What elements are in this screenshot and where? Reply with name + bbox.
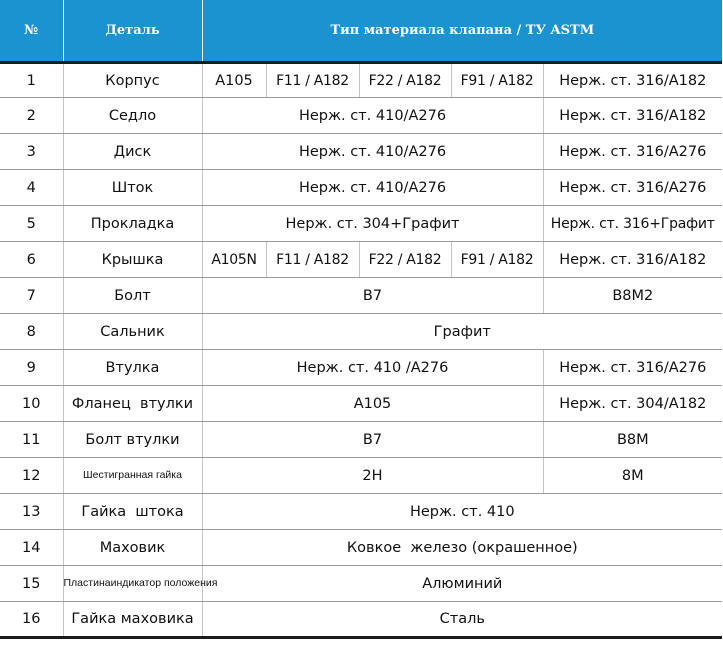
material-cell: B8M2 xyxy=(543,278,722,314)
table-row xyxy=(0,566,722,602)
table-row xyxy=(0,530,722,566)
row-number: 9 xyxy=(0,350,63,386)
material-cell: B7 xyxy=(202,422,543,458)
part-name: Гайка маховика xyxy=(63,602,202,638)
material-cell: Нерж. ст. 410/A276 xyxy=(202,98,543,134)
row-number: 15 xyxy=(0,566,63,602)
material-cell: Нерж. ст. 304/A182 xyxy=(543,386,722,422)
material-cell: Нерж. ст. 316+Графит xyxy=(543,206,722,242)
material-cell: Нерж. ст. 316/A276 xyxy=(543,170,722,206)
material-cell: Нерж. ст. 316/A276 xyxy=(543,350,722,386)
table-header-row xyxy=(0,0,722,63)
material-cell: Графит xyxy=(202,314,722,350)
table-row xyxy=(0,134,722,170)
part-name: Болт xyxy=(63,278,202,314)
part-name: Пластинаиндикатор положения xyxy=(63,566,202,602)
part-name: Седло xyxy=(63,98,202,134)
material-cell: Нерж. ст. 304+Графит xyxy=(202,206,543,242)
material-cell: Нерж. ст. 410 xyxy=(202,494,722,530)
material-cell: 2H xyxy=(202,458,543,494)
part-name: Фланец втулки xyxy=(63,386,202,422)
part-name: Втулка xyxy=(63,350,202,386)
table-row xyxy=(0,242,722,278)
material-cell: 8M xyxy=(543,458,722,494)
table-row xyxy=(0,350,722,386)
part-name: Сальник xyxy=(63,314,202,350)
row-number: 11 xyxy=(0,422,63,458)
material-cell: B8M xyxy=(543,422,722,458)
part-name: Прокладка xyxy=(63,206,202,242)
material-cell: F11 / A182 xyxy=(266,242,359,278)
part-name: Диск xyxy=(63,134,202,170)
material-cell: F91 / A182 xyxy=(451,63,543,98)
material-cell: Нерж. ст. 410/A276 xyxy=(202,134,543,170)
table-row xyxy=(0,98,722,134)
table-row xyxy=(0,422,722,458)
material-cell: F22 / A182 xyxy=(359,63,451,98)
row-number: 12 xyxy=(0,458,63,494)
material-cell: F11 / A182 xyxy=(266,63,359,98)
row-number: 10 xyxy=(0,386,63,422)
material-cell: Нерж. ст. 316/A182 xyxy=(543,63,722,98)
table-row xyxy=(0,314,722,350)
row-number: 5 xyxy=(0,206,63,242)
part-name: Шток xyxy=(63,170,202,206)
table-row xyxy=(0,602,722,638)
table-row xyxy=(0,63,722,98)
material-cell: Нерж. ст. 410 /A276 xyxy=(202,350,543,386)
table-row xyxy=(0,386,722,422)
part-name: Крышка xyxy=(63,242,202,278)
header-part: Деталь xyxy=(63,0,202,63)
row-number: 6 xyxy=(0,242,63,278)
material-cell: Ковкое железо (окрашенное) xyxy=(202,530,722,566)
material-cell: A105 xyxy=(202,63,266,98)
material-cell: Алюминий xyxy=(202,566,722,602)
header-num: № xyxy=(0,0,63,63)
material-cell: F22 / A182 xyxy=(359,242,451,278)
table-row xyxy=(0,170,722,206)
row-number: 7 xyxy=(0,278,63,314)
row-number: 16 xyxy=(0,602,63,638)
row-number: 13 xyxy=(0,494,63,530)
part-name: Болт втулки xyxy=(63,422,202,458)
table-row xyxy=(0,278,722,314)
material-cell: A105 xyxy=(202,386,543,422)
row-number: 4 xyxy=(0,170,63,206)
material-cell: Нерж. ст. 316/A182 xyxy=(543,242,722,278)
material-cell: B7 xyxy=(202,278,543,314)
material-cell: F91 / A182 xyxy=(451,242,543,278)
material-cell: Нерж. ст. 410/A276 xyxy=(202,170,543,206)
header-material: Тип материала клапана / ТУ ASTM xyxy=(202,0,722,63)
part-name: Корпус xyxy=(63,63,202,98)
table-row xyxy=(0,206,722,242)
material-cell: Нерж. ст. 316/A182 xyxy=(543,98,722,134)
part-name: Гайка штока xyxy=(63,494,202,530)
row-number: 3 xyxy=(0,134,63,170)
row-number: 14 xyxy=(0,530,63,566)
row-number: 2 xyxy=(0,98,63,134)
row-number: 1 xyxy=(0,63,63,98)
part-name: Маховик xyxy=(63,530,202,566)
table-row xyxy=(0,494,722,530)
row-number: 8 xyxy=(0,314,63,350)
table-row xyxy=(0,458,722,494)
material-cell: A105N xyxy=(202,242,266,278)
material-cell: Сталь xyxy=(202,602,722,638)
part-name: Шестигранная гайка xyxy=(63,458,202,494)
material-cell: Нерж. ст. 316/A276 xyxy=(543,134,722,170)
